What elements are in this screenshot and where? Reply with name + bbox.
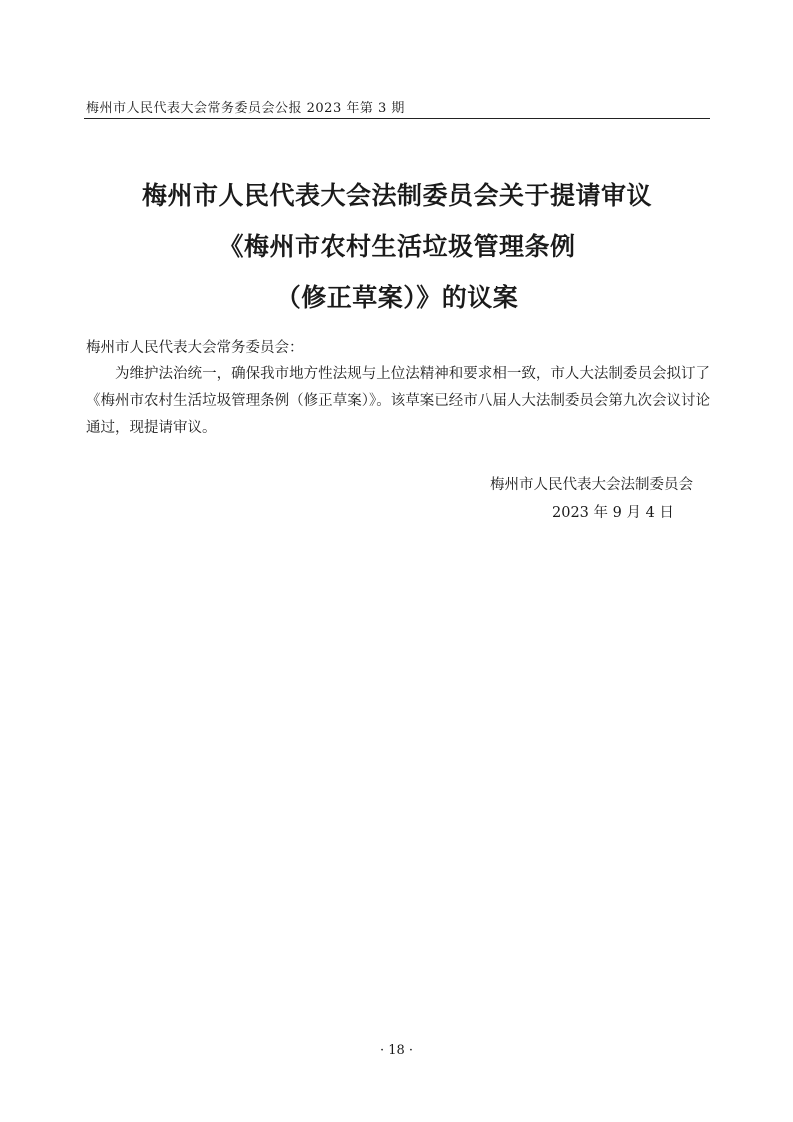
title-line-1: 梅州市人民代表大会法制委员会关于提请审议	[141, 181, 652, 210]
page-number: · 18 ·	[379, 1043, 414, 1058]
title-line-2: 《梅州市农村生活垃圾管理条例	[218, 232, 576, 261]
signature-date: 2023 年 9 月 4 日	[552, 505, 674, 521]
document-title	[84, 170, 710, 323]
signature-organization: 梅州市人民代表大会法制委员会	[490, 477, 693, 493]
signature-block	[490, 471, 720, 527]
salutation: 梅州市人民代表大会常务委员会：	[86, 340, 304, 356]
body-paragraph: 为维护法治统一，确保我市地方性法规与上位法精神和要求相一致，市人大法制委员会拟订了《梅州市农村生活垃圾管理条例（修正草案）》。该草案已经市八届人大法制委员会第九次会议讨论通过，现提请审议。	[86, 366, 710, 436]
header-rule	[84, 118, 710, 119]
title-line-3: （修正草案）》的议案	[275, 283, 519, 312]
running-header: 梅州市人民代表大会常务委员会公报 2023 年第 3 期	[86, 101, 405, 116]
